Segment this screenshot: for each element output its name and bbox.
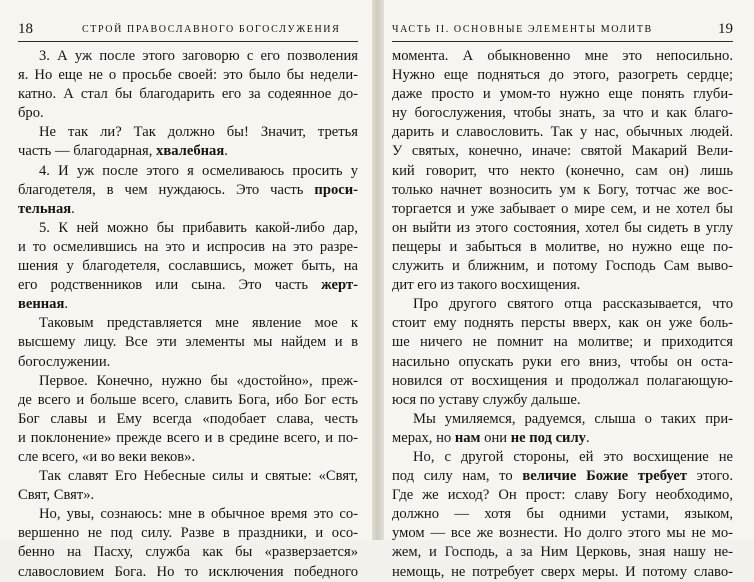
text-run: бро. <box>18 105 44 122</box>
text-line <box>392 391 733 410</box>
text-line <box>18 162 358 181</box>
text-line <box>18 429 358 448</box>
text-run: Свят, Свят». <box>18 487 95 504</box>
text-line <box>392 543 733 562</box>
text-run: Но, увы, сознаюсь: мне в обычное время это со- <box>39 506 358 523</box>
left-page-text <box>18 47 358 582</box>
left-page-header <box>18 23 358 42</box>
bold-term: нам <box>454 429 481 446</box>
text-run: пещеры и забыться в молитве, но нужно еще по- <box>392 238 733 255</box>
left-running-title: СТРОЙ ПРАВОСЛАВНОГО БОГОСЛУЖЕНИЯ <box>82 24 341 35</box>
text-line <box>392 123 733 142</box>
right-page-number: 19 <box>718 21 733 37</box>
bold-term: не под силу <box>510 429 586 446</box>
text-line <box>392 66 733 85</box>
text-line <box>392 181 733 200</box>
text-line <box>392 295 733 314</box>
text-run: Не так ли? Так должно бы! Значит, третья <box>39 124 358 141</box>
text-run: высшему лицу. Все эти элементы мы найдем и в <box>18 334 358 351</box>
text-run: дит его из такого восхищения. <box>392 277 581 294</box>
text-run: и то осмелившись на это и испросив на это разре- <box>18 238 358 255</box>
text-run: он выйти из этого состояния, хотел бы сидеть в углу <box>392 219 733 236</box>
text-line <box>392 276 733 295</box>
text-line <box>18 295 358 314</box>
text-run: даже просто и умом-то нужно еще понять глуби- <box>392 86 733 103</box>
text-run: они <box>480 429 511 446</box>
text-run: Так славят Его Небесные силы и святые: «Свят, <box>39 468 358 485</box>
text-line <box>392 257 733 276</box>
text-line <box>18 47 358 66</box>
text-line <box>392 85 733 104</box>
text-run: . <box>71 200 75 217</box>
text-line <box>392 524 733 543</box>
text-line <box>392 47 733 66</box>
text-run: служить и ближним, и потому Господь Сам выво- <box>392 258 733 275</box>
text-run: его родственников или сына. Это часть <box>18 277 322 294</box>
left-page <box>0 0 372 580</box>
text-line <box>18 257 358 276</box>
text-run: благодетеля, в чем нуждаюсь. Это часть <box>18 181 315 198</box>
text-run: должно — хотя бы одними устами, языком, <box>392 506 733 523</box>
text-line <box>18 448 358 467</box>
text-line <box>18 410 358 429</box>
text-line <box>18 219 358 238</box>
right-page-text <box>392 47 733 582</box>
text-run: Нужно еще подняться до этого, разогреть сердце; <box>392 67 733 84</box>
text-line <box>392 142 733 161</box>
text-run: ну богослужения, чтобы знать, за что и как благо- <box>392 105 733 122</box>
text-run: де всего и больше всего, славить Бога, ибо Бог есть <box>18 391 358 408</box>
book-gutter <box>372 0 384 540</box>
text-run: вершенно не под силу. Разве в праздники, и осо- <box>18 525 358 542</box>
text-line <box>18 142 358 161</box>
text-run: дарить и славословить. Так у нас, обычных людей. <box>392 124 733 141</box>
right-page-header <box>392 23 733 42</box>
text-run: Таковым представляется мне явление мое к <box>39 315 358 332</box>
text-line <box>18 467 358 486</box>
text-run: 4. И уж после этого я осмеливаюсь просить у <box>39 162 358 179</box>
text-run: этого. <box>687 468 733 485</box>
text-line <box>18 66 358 85</box>
bold-term: тельная <box>18 200 72 217</box>
text-run: У святых, конечно, иначе: святой Макарий Вели- <box>392 143 733 160</box>
text-run: 3. А уж после этого заговорю с его позволения <box>39 48 358 64</box>
text-run: юся по уставу службу дальше. <box>392 391 581 408</box>
text-line <box>392 563 733 582</box>
text-line <box>392 448 733 467</box>
text-line <box>18 238 358 257</box>
text-line <box>18 104 358 123</box>
text-line <box>18 391 358 410</box>
text-line <box>18 276 358 295</box>
bold-term: хвалебная <box>156 143 225 160</box>
text-run: и поклонение» прежде всего и в средине всего, и по- <box>18 429 358 446</box>
text-run: богослужении. <box>18 353 111 370</box>
text-line <box>18 200 358 219</box>
text-line <box>18 543 358 562</box>
text-line <box>392 505 733 524</box>
text-run: славословием Бога. Но то исключения победного <box>18 563 358 580</box>
text-run: ше ничего не помнит на молитве; и приходится <box>392 334 733 351</box>
text-line <box>18 372 358 391</box>
text-line <box>392 353 733 372</box>
text-run: торгается и уже забывает о мире сем, и не хотел бы <box>392 200 733 217</box>
text-run: . <box>585 429 590 446</box>
text-line <box>18 524 358 543</box>
bold-term: величие Божие требует <box>522 468 687 485</box>
text-run: стоит ему поднять персты вверх, как он уже боль- <box>392 315 733 332</box>
text-run: . <box>64 296 69 313</box>
text-run: часть — благодарная, <box>18 143 157 160</box>
text-run: насильно опускать руки его вниз, чтобы он оста- <box>392 353 733 370</box>
text-run: только начнет возносить ум к Богу, тотчас же вос- <box>392 181 733 198</box>
text-run: Про другого святого отца рассказывается, что <box>413 296 733 313</box>
text-line <box>18 333 358 352</box>
text-line <box>18 486 358 505</box>
text-line <box>392 333 733 352</box>
text-line <box>392 372 733 391</box>
text-run: Мы умиляемся, радуемся, слыша о таких при- <box>413 410 733 427</box>
text-line <box>18 505 358 524</box>
text-line <box>392 467 733 486</box>
text-line <box>392 429 733 448</box>
text-line <box>392 410 733 429</box>
text-run: Бог славы и Ему всегда «подобает слава, честь <box>18 410 358 427</box>
text-run: мерах, но <box>392 429 455 446</box>
text-run: бенно на Пасху, служба как бы «разверзается» <box>18 544 358 561</box>
right-running-title: ЧАСТЬ II. ОСНОВНЫЕ ЭЛЕМЕНТЫ МОЛИТВ <box>392 24 653 35</box>
bold-term: проси- <box>314 181 358 198</box>
text-line <box>18 353 358 372</box>
text-line <box>392 219 733 238</box>
text-line <box>18 314 358 333</box>
text-line <box>392 104 733 123</box>
text-run: 5. К ней можно бы прибавить какой-либо дар, <box>39 219 358 236</box>
right-page <box>384 0 754 580</box>
text-run: сле всего, «и во веки веков». <box>18 448 196 465</box>
bold-term: жерт- <box>321 277 358 294</box>
left-page-number: 18 <box>18 21 33 37</box>
text-run: Где же исход? Он прост: славу Богу необходимо, <box>392 487 733 504</box>
text-run: я. Но еще не о просьбе своей: это было бы недели- <box>18 67 358 84</box>
text-line <box>18 123 358 142</box>
text-run: новился от восхищения и продолжал полагающую- <box>392 372 733 389</box>
text-run: катно. А стал бы благодарить его за содеянное до- <box>18 86 358 103</box>
text-run: момента. А обыкновенно мне это непосильно. <box>392 48 733 64</box>
text-run: шения у благодетеля, сославшись, может быть, на <box>18 258 358 275</box>
text-line <box>392 238 733 257</box>
bold-term: венная <box>18 296 65 313</box>
text-line <box>18 181 358 200</box>
text-run: под силу нам, то <box>392 468 523 485</box>
text-run: Но, с другой стороны, ей это восхищение не <box>413 448 733 465</box>
text-line <box>392 314 733 333</box>
text-run: Первое. Конечно, нужно бы «достойно», преж- <box>39 372 358 389</box>
text-run: немощь, не потребует сверх меры. И потому славо- <box>392 563 733 580</box>
text-run: кий говорит, что некто (конечно, сам он) лишь <box>392 162 733 179</box>
text-line <box>18 85 358 104</box>
text-line <box>18 563 358 582</box>
text-run: . <box>224 143 228 160</box>
text-line <box>392 200 733 219</box>
text-line <box>392 162 733 181</box>
text-run: жем, и Господь, а за Ним Церковь, зная нашу не- <box>392 544 733 561</box>
text-line <box>392 486 733 505</box>
text-run: умом — все же вознести. Но долго этого мы не мо- <box>392 525 733 542</box>
